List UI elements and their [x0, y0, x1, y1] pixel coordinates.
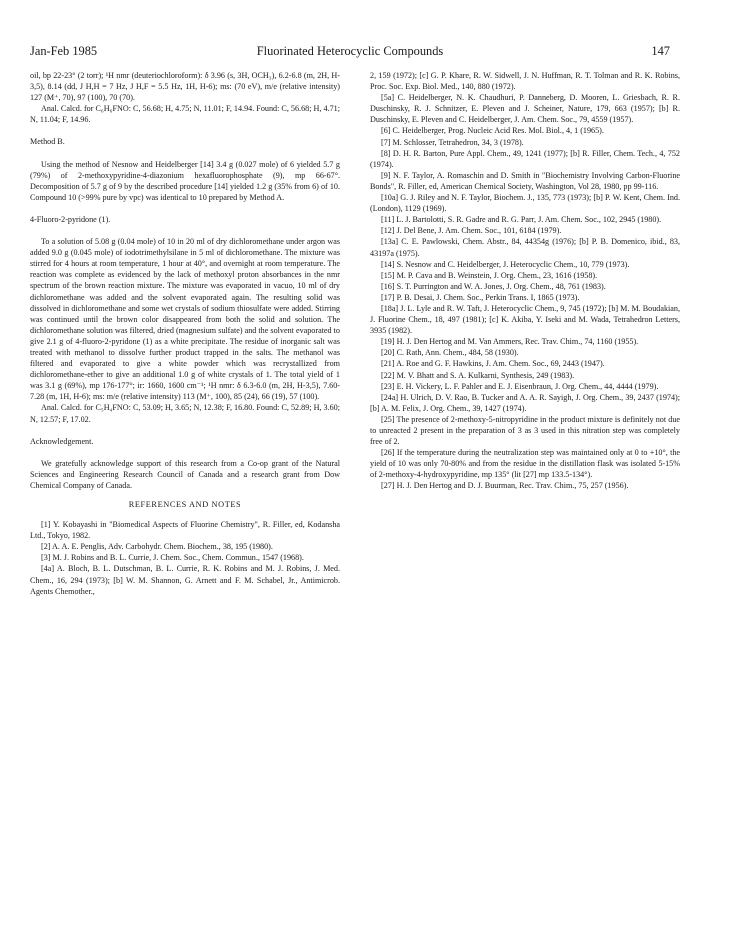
page-number: 147: [651, 44, 670, 58]
procedure-paragraph: To a solution of 5.08 g (0.04 mole) of 10 in 20 ml of dry dichloromethane under argon was added 9.0 g (0.045 mole) of iodotrimethylsilane in 5 ml of dichloromethane. The mixture was stirred for 4 hours at room temperature, 1 hour at 40°, and overnight at room temperature. The reaction was complete as evidenced by the lack of methoxyl proton absorbances in the nmr spectrum of the brown reaction mixture. The mixture was evaporated in vacuo, 10 ml of dry dichloromethane was added and the solvent evaporated again. The resulting solid was dissolved in dichloromethane and some wet crystals of sodium thiosulfate were added. Stirring was continued until the brown color disappeared from both the solid and solution. The dichloromethane solution was filtered, dried (magnesium sulfate) and the solvent evaporated to give 2.1 g of 4-fluoro-2-pyridone (1) as a white precipitate. The residue of inorganic salt was treated with methanol to dissolve further product trapped in the salts. The methanol was filtered and evaporated to give a white powder which was recrystallized from dichloromethane-ether to give an additional 1.0 g of white crystals of 1. The total yield of 1 was 3.1 g (69%), mp 176-177°; ir: 1660, 1600 cm⁻¹; ¹H nmr: δ 6.3-6.0 (m, 2H, H-3,5), 7.60-7.28 (m, 1H, H-6); ms: m/e (relative intensity) 113 (M⁺, 100), 85 (24), 66 (19), 57 (100).: [30, 237, 340, 402]
references-heading: REFERENCES AND NOTES: [128, 500, 242, 509]
nmr-data-paragraph: oil, bp 22-23° (2 torr); ¹H nmr (deuteriochloroform): δ 3.96 (s, 3H, OCH₃), 6.2-6.8 (m, 2H, H-3,5), 8.14 (dd, J H,H = 7 Hz, J H,F = 5.5 Hz, 1H, H-6); ms: (70 eV), m/e (relative intensity) 127 (M⁺, 70), 97 (100), 70 (70).: [30, 71, 340, 103]
method-b-paragraph: Using the method of Nesnow and Heidelberger [14] 3.4 g (0.027 mole) of 6 yielded 5.7 g (79%) of 2-methoxypyridine-4-diazonium hexafluorophosphate (9), mp 66-67°. Decomposition of 5.7 g of 9 by the described procedure [14] yielded 1.2 g (35% from 6) of 10. Compound 10 (>99% pure by vpc) was identical to 10 prepared by Method A.: [30, 159, 340, 202]
right-column: [370, 70, 680, 492]
reference-item: [4a] A. Bloch, B. L. Dutschman, B. L. Currie, R. K. Robins and M. J. Robins, J. Med. Chem., 16, 294 (1973); [b] W. M. Shannon, G. Arnett and F. M. Schabel, Jr., Antimicrob. Agents Chemother.,: [30, 564, 340, 596]
reference-item: [5a] C. Heidelberger, N. K. Chaudhuri, P. Danneberg, D. Mooren, L. Griesbach, R. R. Duschinsky, R. J. Schnitzer, E. Pleven and J. Scheiner, Nature, 179, 663 (1957); [b] R. Duschinsky, E. Pleven and C. Heidelberger, J. Am. Chem. Soc., 79, 4559 (1957).: [370, 93, 680, 125]
reference-note: [26] If the temperature during the neutralization step was maintained only at 0 to +10°, the yield of 10 was only 70-80% and from the residue in the distillation flask was isolated 5-15% of 2-methoxy-4-hydroxypyridine, mp 135° (lit [27] mp 133.5-134°).: [370, 448, 680, 480]
left-column: [30, 70, 340, 597]
method-b-heading: Method B.: [30, 137, 65, 147]
reference-item: [3] M. J. Robins and B. L. Currie, J. Chem. Soc., Chem. Commun., 1547 (1968).: [41, 553, 304, 563]
reference-item: [10a] G. J. Riley and N. F. Taylor, Biochem. J., 135, 773 (1973); [b] P. W. Kent, Chem. Ind. (London), 1129 (1969).: [370, 193, 680, 214]
reference-item: [18a] J. L. Lyle and R. W. Taft, J. Heterocyclic Chem., 9, 745 (1972); [b] M. M. Boudakian, J. Fluorine Chem., 18, 497 (1981); [c] K. Akiba, Y. Iseki and M. Wada, Tetrahedron Letters, 3935 (1982).: [370, 303, 680, 336]
reference-item: [7] M. Schlosser, Tetrahedron, 34, 3 (1978).: [381, 137, 524, 147]
reference-item: [6] C. Heidelberger, Prog. Nucleic Acid Res. Mol. Biol., 4, 1 (1965).: [381, 126, 604, 136]
reference-item: [11] L. J. Bartolotti, S. R. Gadre and R. G. Parr, J. Am. Chem. Soc., 102, 2945 (1980).: [381, 215, 662, 225]
running-header: [30, 44, 670, 60]
reference-item: [21] A. Roe and G. F. Hawkins, J. Am. Chem. Soc., 69, 2443 (1947).: [381, 359, 605, 369]
reference-item: [15] M. P. Cava and B. Weinstein, J. Org. Chem., 23, 1616 (1958).: [381, 270, 598, 280]
reference-item: [12] J. Del Bene, J. Am. Chem. Soc., 101, 6184 (1979).: [381, 226, 562, 236]
reference-item: [1] Y. Kobayashi in "Biomedical Aspects of Fluorine Chemistry", R. Filler, ed, Kodansha Ltd., Tokyo, 1982.: [30, 520, 340, 541]
reference-note: [25] The presence of 2-methoxy-5-nitropyridine in the product mixture is definitely not due to unreacted 2 present in the preparation of 3 as 3 used in this nitration step was completely free of 2.: [370, 414, 680, 447]
reference-item: [17] P. B. Desai, J. Chem. Soc., Perkin Trans. I, 1865 (1973).: [381, 292, 580, 302]
issue-date: Jan-Feb 1985: [30, 44, 98, 58]
reference-item: [14] S. Nesnow and C. Heidelberger, J. Heterocyclic Chem., 10, 779 (1973).: [381, 259, 630, 269]
reference-item: [13a] C. E. Pawlowski, Chem. Abstr., 84, 44354g (1976); [b] P. B. Domenico, ibid., 83, 43197a (1975).: [370, 237, 680, 258]
acknowledgement-text: We gratefully acknowledge support of this research from a Co-op grant of the Natural Sciences and Engineering Research Council of Canada and a research grant from Dow Chemical Company of Canada.: [30, 458, 340, 490]
acknowledgement-heading: Acknowledgement.: [30, 436, 94, 446]
reference-item: [27] H. J. Den Hertog and D. J. Buurman, Rec. Trav. Chim., 75, 257 (1956).: [381, 481, 629, 491]
reference-item: [22] M. V. Bhatt and S. A. Kulkarni, Synthesis, 249 (1983).: [381, 370, 575, 380]
analysis-paragraph-2: Anal. Calcd. for C₅H₄FNO: C, 53.09; H, 3.65; N, 12.38; F, 16.80. Found: C, 52.89; H, 3.60; N, 12.57; F, 17.02.: [30, 403, 340, 424]
running-title: Fluorinated Heterocyclic Compounds: [256, 44, 444, 58]
reference-item: [16] S. T. Purrington and W. A. Jones, J. Org. Chem., 48, 761 (1983).: [381, 281, 606, 291]
reference-item: [8] D. H. R. Barton, Pure Appl. Chem., 49, 1241 (1977); [b] R. Filler, Chem. Tech., 4, 752 (1974).: [370, 148, 680, 169]
reference-item: [23] E. H. Vickery, L. F. Pahler and E. J. Eisenbraun, J. Org. Chem., 44, 4444 (1979).: [381, 381, 659, 391]
reference-item: [20] C. Rath, Ann. Chem., 484, 58 (1930).: [381, 348, 519, 358]
reference-item: [24a] H. Ulrich, D. V. Rao, B. Tucker and A. A. R. Sayigh, J. Org. Chem., 39, 2437 (1974); [b] A. M. Felix, J. Org. Chem., 39, 1427 (1974).: [370, 392, 680, 413]
analysis-paragraph: Anal. Calcd. for C₆H₆FNO: C, 56.68; H, 4.75; N, 11.01; F, 14.94. Found: C, 56.68; H, 4.71; N, 11.04; F, 14.96.: [30, 104, 340, 125]
reference-item: [19] H. J. Den Hertog and M. Van Ammers, Rec. Trav. Chim., 74, 1160 (1955).: [381, 337, 639, 347]
reference-continuation: 2, 159 (1972); [c] G. P. Khare, R. W. Sidwell, J. N. Huffman, R. T. Tolman and R. K. Robins, Proc. Soc. Exp. Biol. Med., 140, 880 (1972).: [370, 71, 680, 92]
reference-item: [9] N. F. Taylor, A. Romaschin and D. Smith in "Biochemistry Involving Carbon-Fluorine Bonds", R. Filler, ed, American Chemical Society, Washington, Vol 28, 1980, pp 99-116.: [370, 170, 680, 191]
compound-heading: 4-Fluoro-2-pyridone (1).: [30, 214, 111, 224]
reference-item: [2] A. A. E. Penglis, Adv. Carbohydr. Chem. Biochem., 38, 195 (1980).: [41, 542, 273, 552]
